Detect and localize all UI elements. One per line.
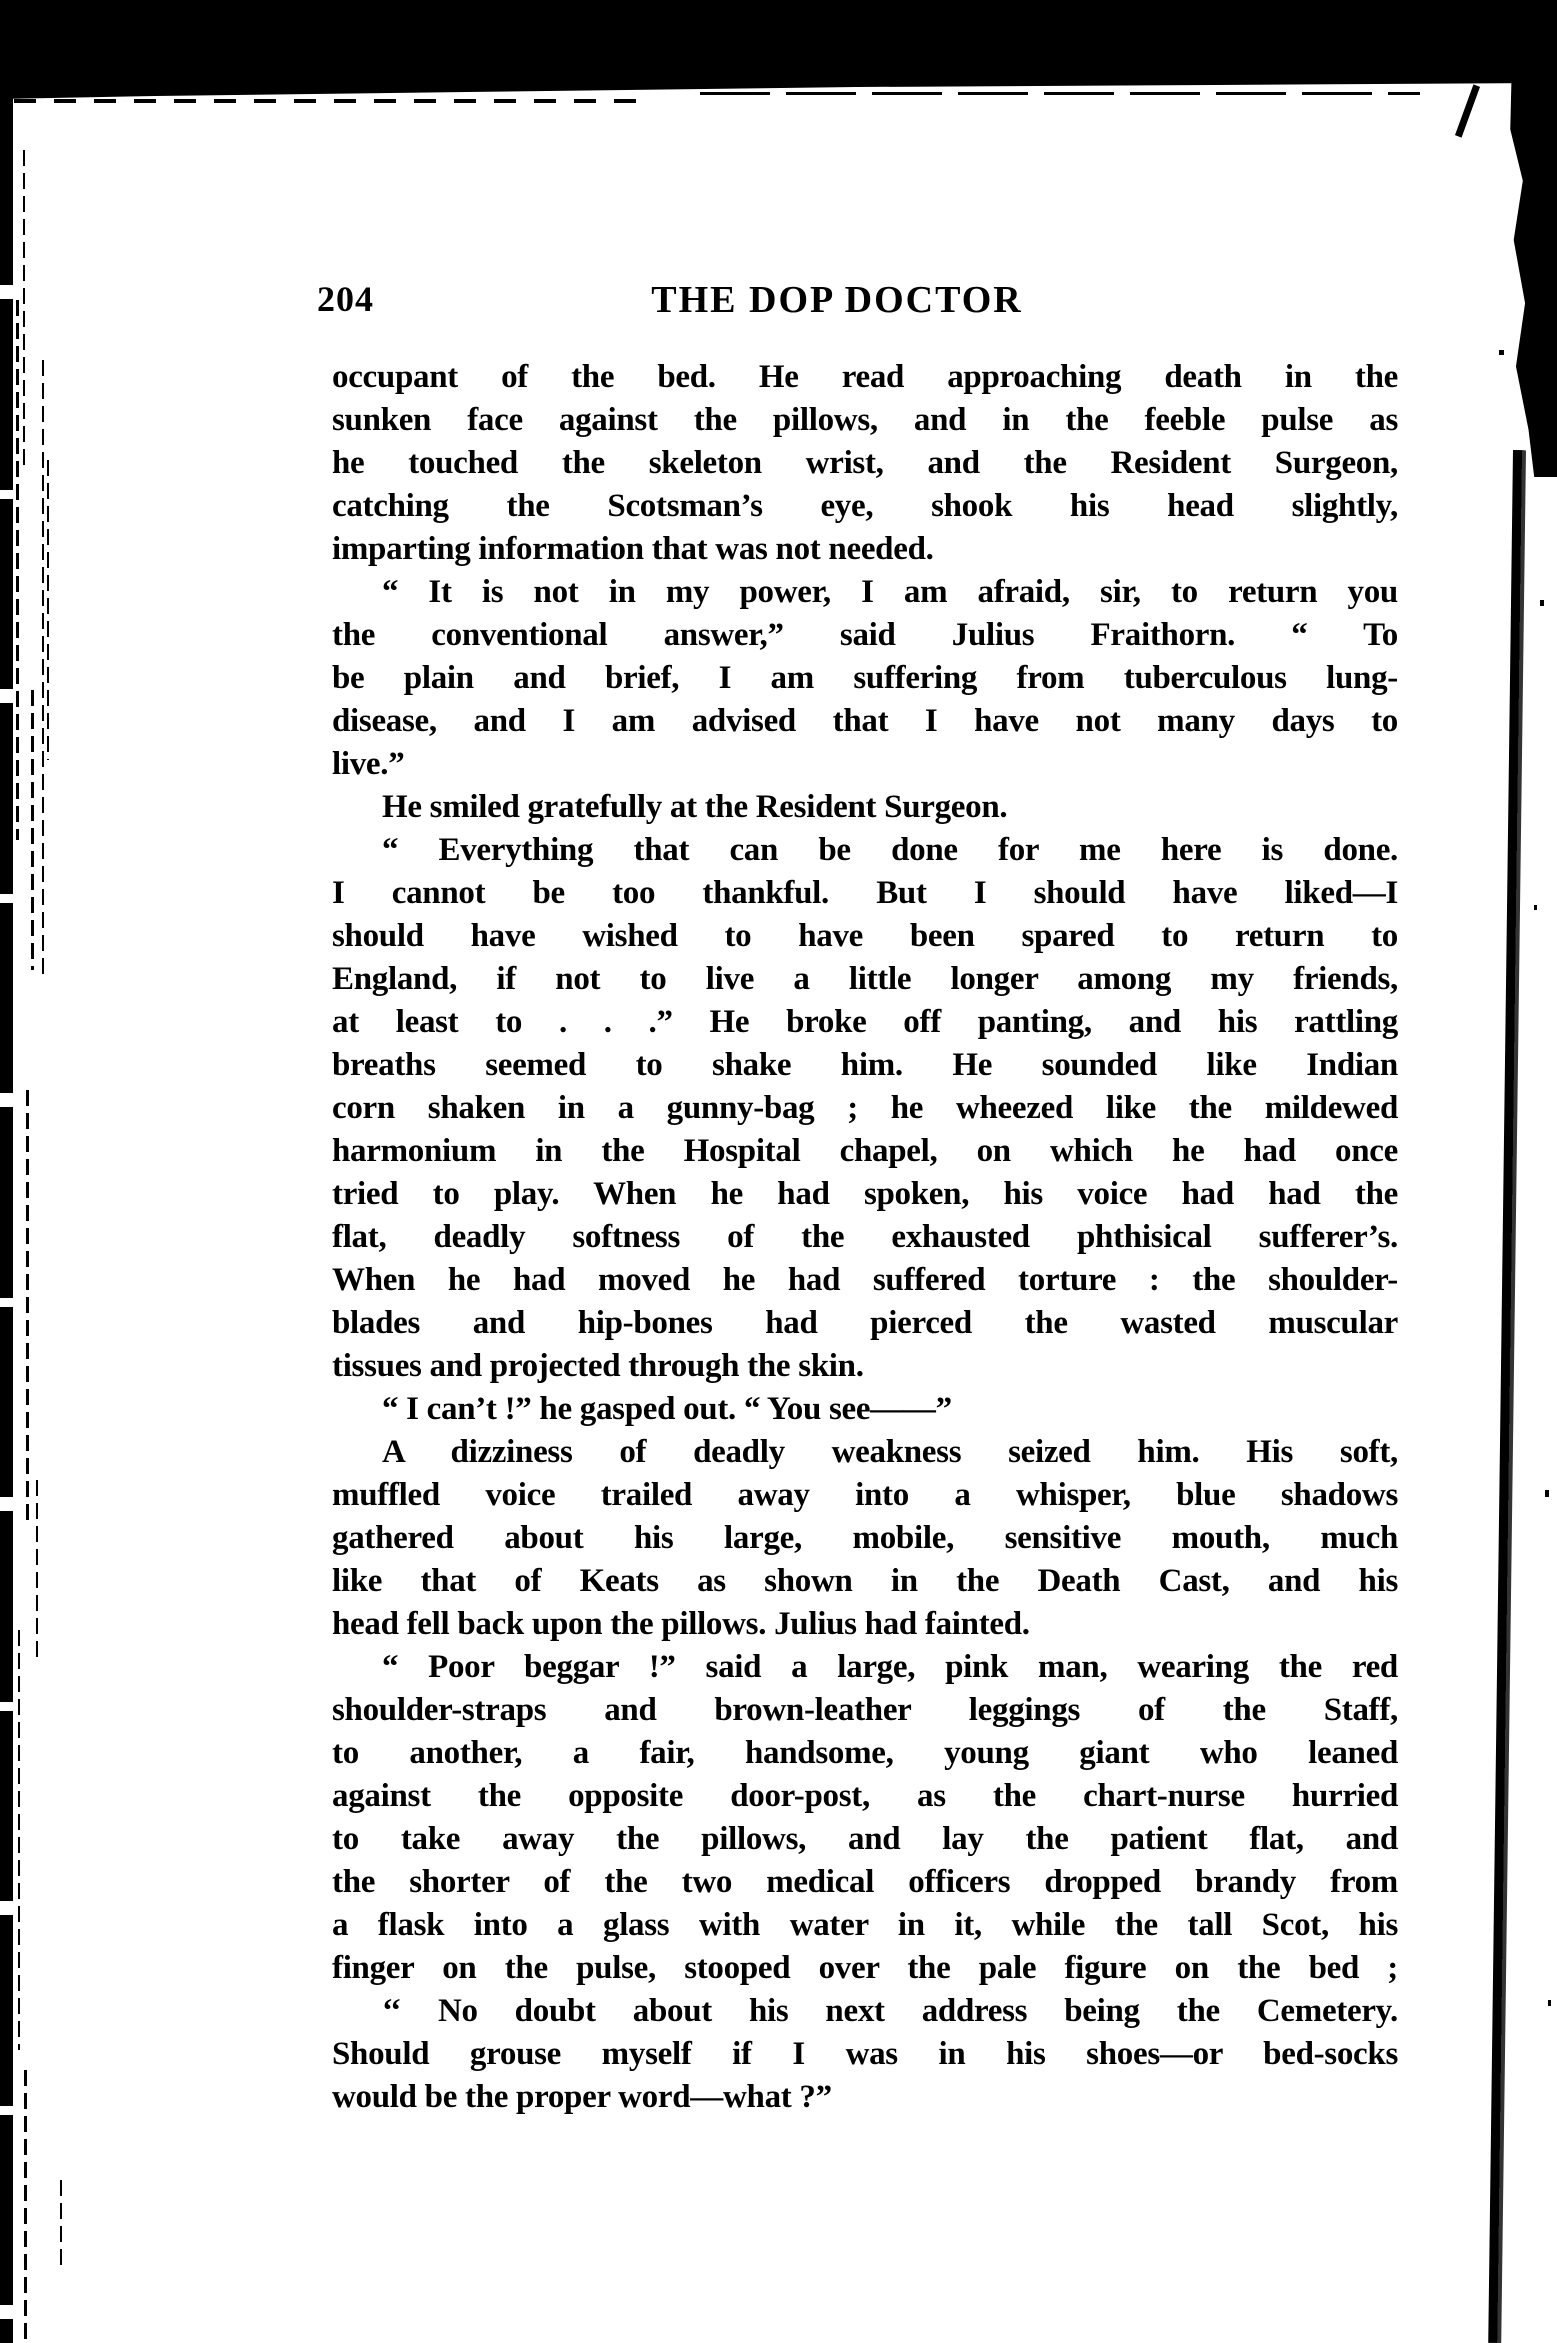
text-line: When he had moved he had suffered torture : the shoulder- — [332, 1262, 1398, 1298]
text-line: “ Everything that can be done for me here is done. — [382, 832, 1398, 868]
text-line: ‘‘ No doubt about his next address being the Cemetery. — [382, 1993, 1398, 2029]
scan-left-streak — [23, 150, 25, 470]
text-line: blades and hip-bones had pierced the wasted muscular — [332, 1305, 1398, 1341]
text-line: tissues and projected through the skin. — [332, 1348, 864, 1384]
text-line: catching the Scotsman’s eye, shook his head slightly, — [332, 488, 1398, 524]
text-line: “ It is not in my power, I am afraid, sir, to return you — [382, 574, 1398, 610]
text-line: live.” — [332, 746, 405, 782]
scan-left-streak — [36, 1480, 38, 1660]
scan-left-streak — [18, 1630, 20, 2050]
text-line: harmonium in the Hospital chapel, on which he had once — [332, 1133, 1398, 1169]
scan-left-streak — [26, 1090, 29, 1520]
text-line: He smiled gratefully at the Resident Surgeon. — [382, 789, 1008, 825]
text-line: muffled voice trailed away into a whisper, blue shadows — [332, 1477, 1398, 1513]
text-line: a flask into a glass with water in it, while the tall Scot, his — [332, 1907, 1398, 1943]
scan-top-dashed-line-right — [700, 92, 1420, 95]
page-header — [317, 278, 1398, 321]
scan-speckle — [1540, 600, 1544, 606]
text-line: the shorter of the two medical officers dropped brandy from — [332, 1864, 1398, 1900]
scan-left-streak — [31, 690, 34, 970]
scan-speckle — [1534, 905, 1537, 910]
scan-left-streak — [42, 360, 44, 980]
text-line: at least to . . .” He broke off panting, and his rattling — [332, 1004, 1398, 1040]
text-line: he touched the skeleton wrist, and the Resident Surgeon, — [332, 445, 1398, 481]
scan-left-streak — [60, 2180, 62, 2270]
scan-left-streak — [16, 300, 19, 840]
scan-speckle — [1499, 350, 1504, 355]
scan-left-streak — [47, 460, 49, 760]
scan-right-edge-blob — [1500, 82, 1557, 477]
text-line: be plain and brief, I am suffering from tuberculous lung- — [332, 660, 1398, 696]
scan-speckle — [1545, 1490, 1549, 1497]
text-line: like that of Keats as shown in the Death Cast, and his — [332, 1563, 1398, 1599]
text-line: against the opposite door-post, as the chart-nurse hurried — [332, 1778, 1398, 1814]
scan-slash-mark — [1455, 84, 1480, 137]
text-line: England, if not to live a little longer among my friends, — [332, 961, 1398, 997]
text-line: the conventional answer,” said Julius Fraithorn. “ To — [332, 617, 1398, 653]
page-content — [317, 278, 1398, 2119]
text-line: flat, deadly softness of the exhausted phthisical sufferer’s. — [332, 1219, 1398, 1255]
text-line: to take away the pillows, and lay the patient flat, and — [332, 1821, 1398, 1857]
text-line: should have wished to have been spared to return to — [332, 918, 1398, 954]
text-line: imparting information that was not needed. — [332, 531, 934, 567]
text-line: sunken face against the pillows, and in the feeble pulse as — [332, 402, 1398, 438]
page-number: 204 — [317, 279, 374, 319]
text-line: finger on the pulse, stooped over the pale figure on the bed ; — [332, 1950, 1398, 1986]
text-line: Should grouse myself if I was in his shoes—or bed-socks — [332, 2036, 1398, 2072]
text-line: shoulder-straps and brown-leather leggings of the Staff, — [332, 1692, 1398, 1728]
scan-top-black-bar — [0, 0, 1557, 100]
running-title: THE DOP DOCTOR — [651, 279, 1023, 321]
text-line: “ Poor beggar !” said a large, pink man, wearing the red — [382, 1649, 1398, 1685]
text-line: corn shaken in a gunny-bag ; he wheezed like the mildewed — [332, 1090, 1398, 1126]
text-line: to another, a fair, handsome, young giant who leaned — [332, 1735, 1398, 1771]
text-line: occupant of the bed. He read approaching death in the — [332, 359, 1398, 395]
body-text — [332, 356, 1398, 2119]
scan-left-edge-band — [0, 95, 13, 2343]
scan-right-edge-stripe — [1488, 450, 1526, 2343]
text-line: tried to play. When he had spoken, his voice had had the — [332, 1176, 1398, 1212]
text-line: disease, and I am advised that I have not many days to — [332, 703, 1398, 739]
text-line: I cannot be too thankful. But I should have liked—I — [332, 875, 1398, 911]
text-line: gathered about his large, mobile, sensitive mouth, much — [332, 1520, 1398, 1556]
text-line: breaths seemed to shake him. He sounded like Indian — [332, 1047, 1398, 1083]
text-line: head fell back upon the pillows. Julius had fainted. — [332, 1606, 1030, 1642]
scan-speckle — [1548, 2000, 1551, 2006]
text-line: would be the proper word—what ?” — [332, 2079, 832, 2115]
text-line: A dizziness of deadly weakness seized him. His soft, — [382, 1434, 1398, 1470]
scan-top-dashed-line — [14, 99, 654, 103]
text-line: “ I can’t !” he gasped out. “ You see——” — [382, 1391, 952, 1427]
scan-left-streak — [24, 2070, 27, 2343]
